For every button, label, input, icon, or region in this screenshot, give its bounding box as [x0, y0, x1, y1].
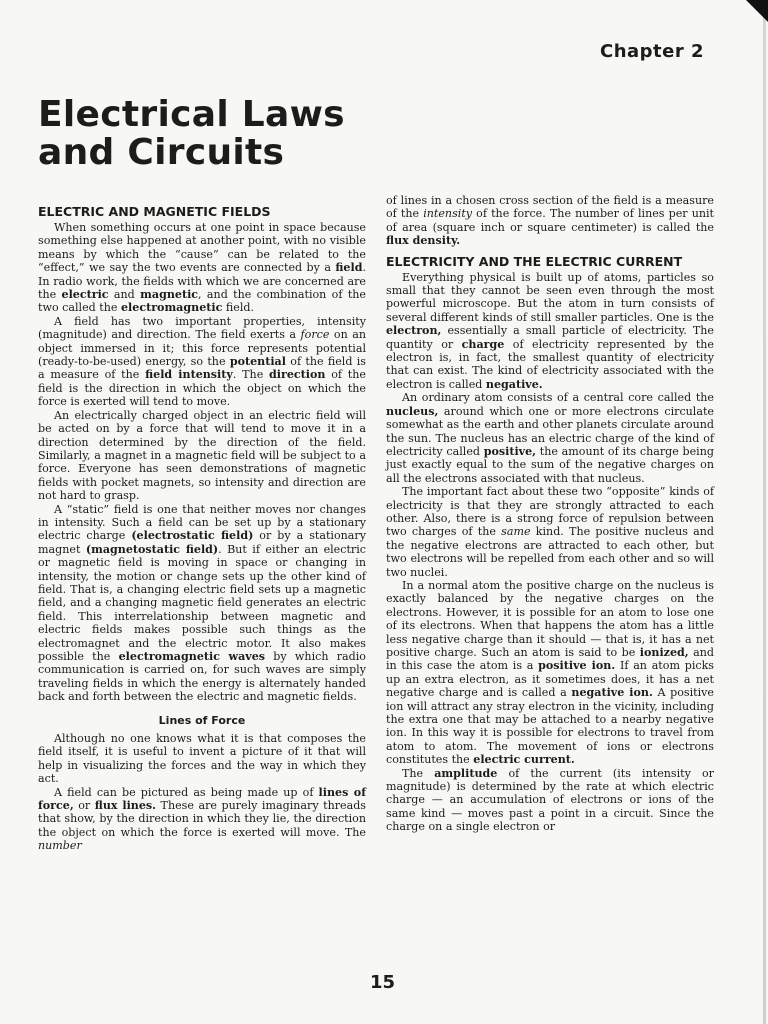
- paragraph: A field can be pictured as being made up of lines of force, or flux lines. These are purely imaginary threads that show, by the direction in which they lie, the direction the object on which the force is exerted will move. The number: [38, 785, 366, 853]
- section-heading: ELECTRIC AND MAGNETIC FIELDS: [38, 204, 271, 219]
- subsection-heading: Lines of Force: [158, 713, 246, 727]
- title-line-1: Electrical Laws: [38, 94, 345, 135]
- paragraph: The amplitude of the current (its intensity or magnitude) is determined by the rate at which electric charge — an accumulation of electrons or ions of the same kind — moves past a point in a circuit. Since the charge on a single electron or: [386, 766, 714, 834]
- paragraph: An electrically charged object in an electric field will be acted on by a force that will tend to move it in a direction determined by the direction of the field. Similarly, a magnet in a magnetic field will be subject to a force. Everyone has seen demonstrations of magnetic fields with pocket magnets, so intensity and direction are not hard to grasp.: [38, 408, 366, 503]
- paragraph: A “static” field is one that neither moves nor changes in intensity. Such a field can be set up by a stationary electric charge (electrostatic field) or by a stationary magnet (magnetostatic field). But if either an electric or magnetic field is moving in space or changing in intensity, the motion or change sets up the other kind of field. That is, a changing electric field sets up a magnetic field, and a changing magnetic field generates an electric field. This interrelationship between magnetic and electric fields makes possible such things as the electromagnet and the electric motor. It also makes possible the electromagnetic waves by which radio communication is carried on, for such waves are simply traveling fields in which the energy is alternately handed back and forth between the electric and magnetic fields.: [38, 502, 366, 704]
- paragraph: A field has two important properties, intensity (magnitude) and direction. The field exerts a force on an object immersed in it; this force represents potential (ready-to-be-used) energy, so the potential of the field is a measure of the field intensity. The direction of the field is the direction in which the object on which the force is exerted will tend to move.: [38, 314, 367, 409]
- page-number: 15: [370, 972, 396, 993]
- paragraph: An ordinary atom consists of a central core called the nucleus, around which one or more electrons circulate somewhat as the earth and other planets circulate around the sun. The nucleus has an electric charge of the kind of electricity called positive, the amount of its charge being just exactly equal to the sum of the negative charges on all the electrons associated with that nucleus.: [386, 391, 714, 485]
- paragraph: In a normal atom the positive charge on the nucleus is exactly balanced by the negative charges on the electrons. However, it is possible for an atom to lose one of its electrons. When that happens the atom has a little less negative charge than it should — that is, it has a net positive charge. Such an atom is said to be ionized, and in this case the atom is a positive ion. If an atom picks up an extra electron, as it sometimes does, it has a net negative charge and is called a negative ion. A positive ion will attract any stray electron in the vicinity, including the extra one that may be attached to a nearby negative ion. In this way it is possible for electrons to travel from atom to atom. The movement of ions or electrons constitutes the electric current.: [386, 578, 714, 767]
- paragraph: Although no one knows what it is that composes the field itself, it is useful to invent a picture of it that will help in visualizing the forces and the way in which they act.: [38, 732, 366, 786]
- chapter-label: Chapter 2: [600, 41, 705, 62]
- section-heading: ELECTRICITY AND THE ELECTRIC CURRENT: [386, 253, 683, 269]
- left-column: [38, 204, 366, 853]
- paragraph: Everything physical is built up of atoms, particles so small that they cannot be seen even through the most powerful microscope. But the atom in turn consists of several different kinds of still smaller particles. One is the electron, essentially a small particle of electricity. The quantity or charge of electricity represented by the electron is, in fact, the smallest quantity of electricity that can exist. The kind of electricity associated with the electron is called negative.: [386, 270, 714, 391]
- paragraph: When something occurs at one point in space because something else happened at another point, with no visible means by which the “cause” can be related to the “effect,” we say the two events are connected by a field. In radio work, the fields with which we are concerned are the electric and magnetic, and the combination of the two called the electromagnetic field.: [38, 221, 366, 315]
- title-line-2: and Circuits: [38, 132, 285, 173]
- paragraph: The important fact about these two “opposite” kinds of electricity is that they are strongly attracted to each other. Also, there is a strong force of repulsion between two charges of the same kind. The positive nucleus and the negative electrons are attracted to each other, but two electrons will be repelled from each other and so will two nuclei.: [386, 485, 715, 579]
- chapter-title: [38, 96, 345, 172]
- page-edge: [763, 0, 766, 1024]
- paragraph: of lines in a chosen cross section of the field is a measure of the intensity of the force. The number of lines per unit of area (square inch or square centimeter) is called the flux density.: [386, 194, 714, 248]
- corner-marker-icon: [746, 0, 768, 22]
- right-column: [386, 194, 714, 834]
